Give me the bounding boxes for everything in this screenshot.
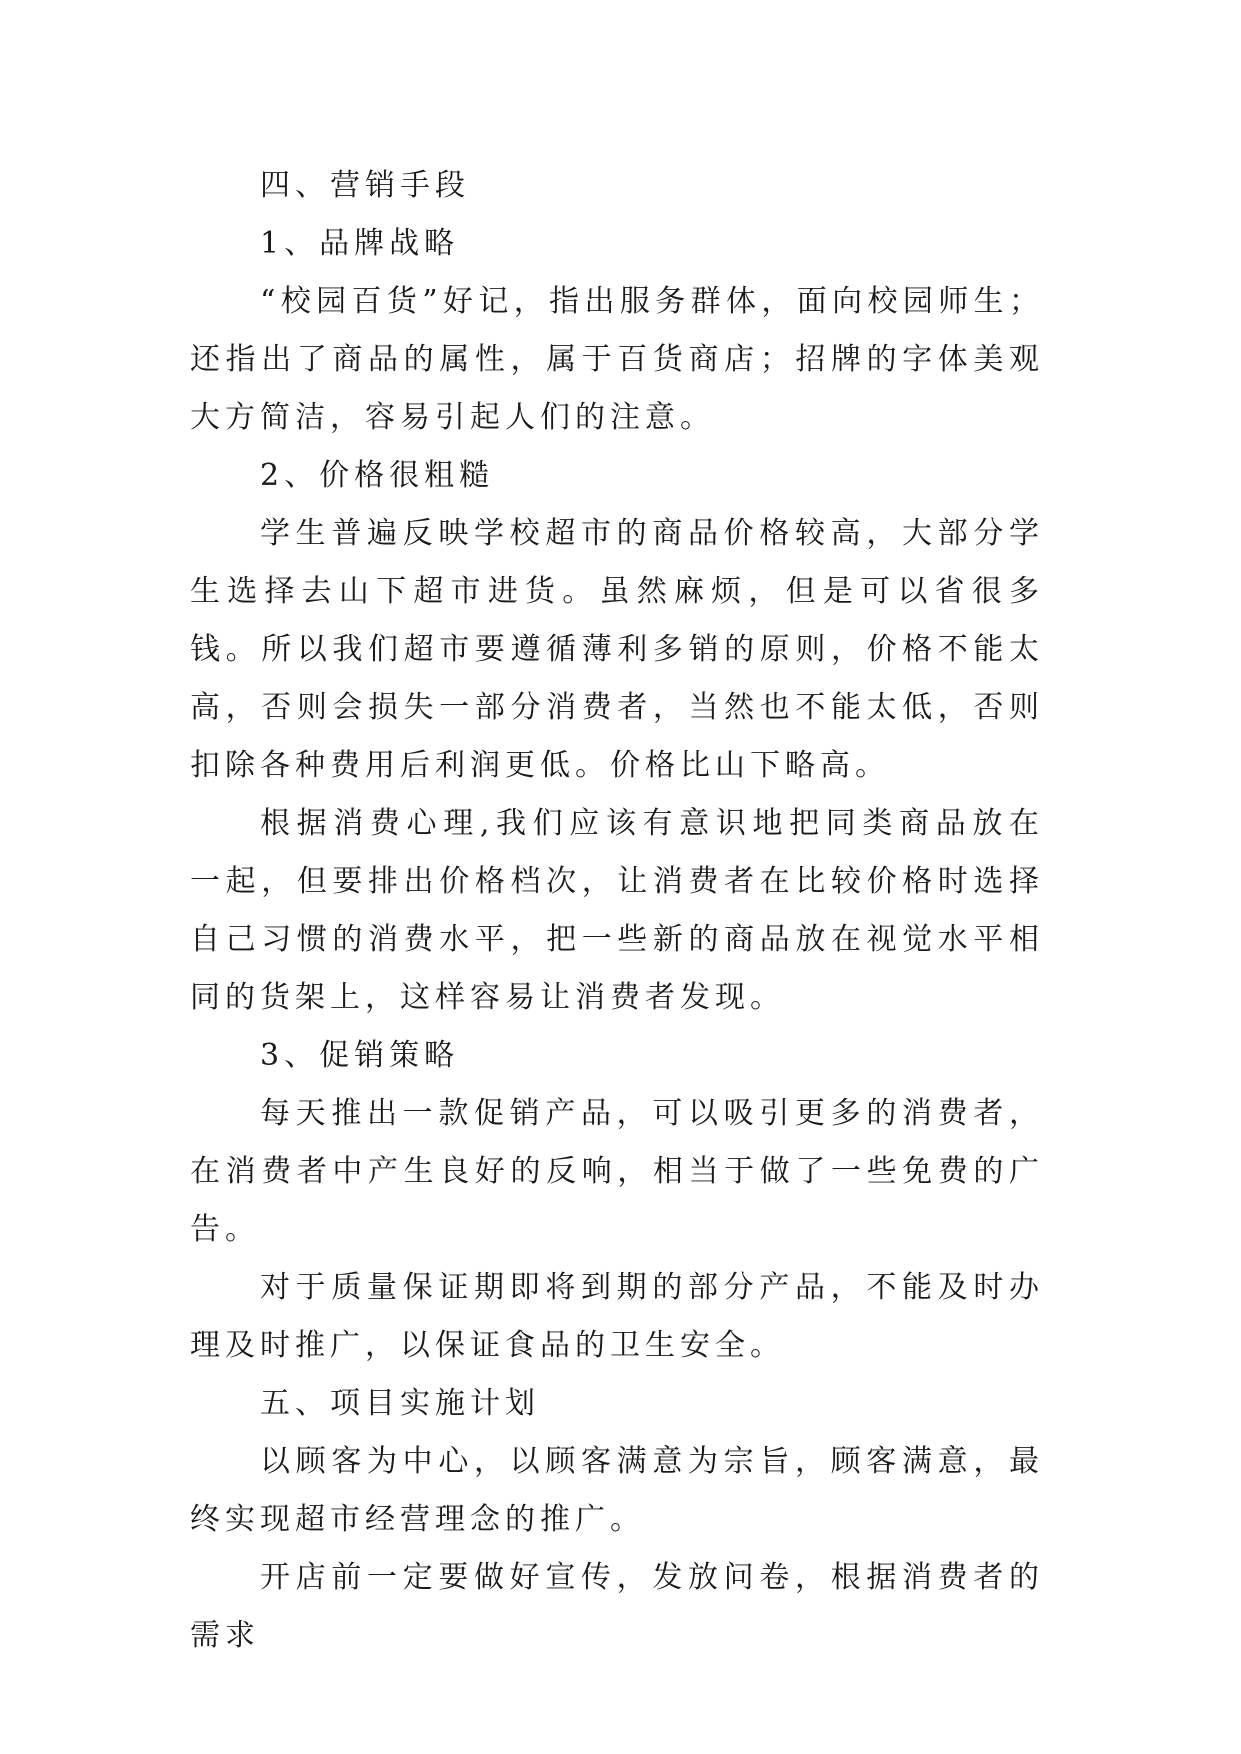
- subheading-brand-strategy: 1、品牌战略: [260, 226, 460, 261]
- subheading-pricing: 2、价格很粗糙: [260, 458, 495, 493]
- section-heading-implementation: 五、项目实施计划: [260, 1386, 540, 1421]
- paragraph-pricing: 学生普遍反映学校超市的商品价格较高，大部分学生选择去山下超市进货。虽然麻烦，但是可以省很多钱。所以我们超市要遵循薄利多销的原则，价格不能太高，否则会损失一部分消费者，当然也不能太低，否则扣除各种费用后利润更低。价格比山下略高。: [190, 516, 1044, 783]
- paragraph-daily-promotion: 每天推出一款促销产品，可以吸引更多的消费者，在消费者中产生良好的反响，相当于做了一些免费的广告。: [190, 1096, 1044, 1247]
- subheading-promotion-strategy: 3、促销策略: [260, 1038, 460, 1073]
- paragraph-pre-opening: 开店前一定要做好宣传，发放问卷，根据消费者的需求: [190, 1560, 1044, 1653]
- paragraph-brand-name: “校园百货”好记，指出服务群体，面向校园师生；还指出了商品的属性，属于百货商店；招牌的字体美观大方简洁，容易引起人们的注意。: [190, 284, 1044, 435]
- section-heading-marketing: 四、营销手段: [260, 168, 470, 203]
- paragraph-expiring-products: 对于质量保证期即将到期的部分产品，不能及时办理及时推广，以保证食品的卫生安全。: [190, 1270, 1044, 1363]
- paragraph-consumer-psychology: 根据消费心理,我们应该有意识地把同类商品放在一起，但要排出价格档次，让消费者在比较价格时选择自己习惯的消费水平，把一些新的商品放在视觉水平相同的货架上，这样容易让消费者发现。: [190, 806, 1044, 1015]
- paragraph-customer-centric: 以顾客为中心，以顾客满意为宗旨，顾客满意，最终实现超市经营理念的推广。: [190, 1444, 1044, 1537]
- document-body: [190, 157, 1044, 1665]
